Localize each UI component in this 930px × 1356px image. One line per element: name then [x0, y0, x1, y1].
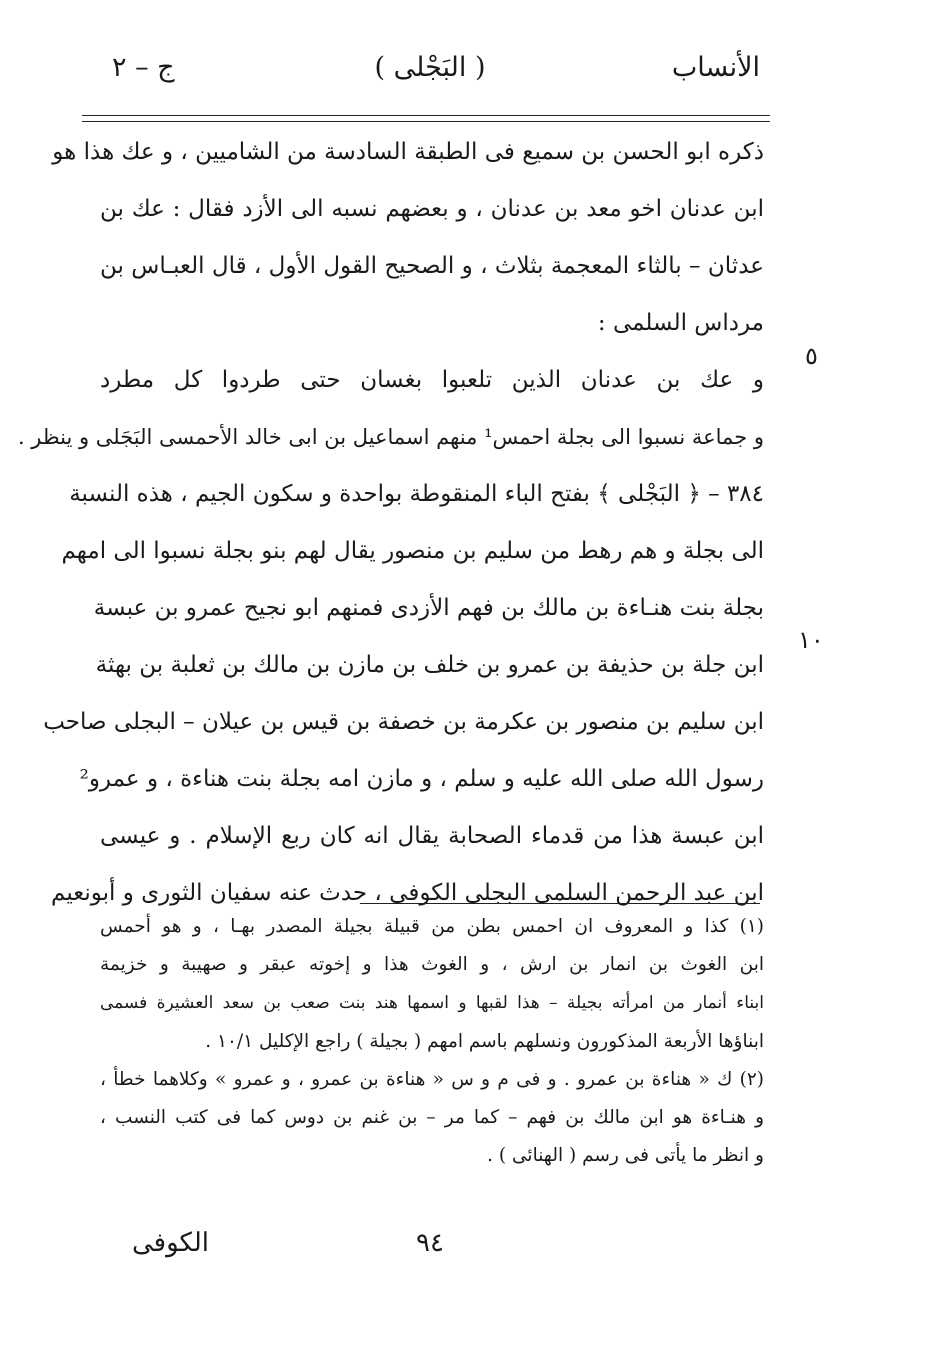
book-title: الأنساب	[671, 52, 760, 83]
main-text	[17, 124, 764, 922]
entry-title: ( البَجْلى )	[374, 52, 486, 83]
text-line: ابن جلة بن حذيفة بن عمرو بن خلف بن مازن بن مالك بن ثعلبة بن بهثة	[95, 652, 764, 678]
text-line: عدثان – بالثاء المعجمة بثلاث ، و الصحيح القول الأول ، قال العبـاس بن	[100, 253, 764, 279]
footnote-line: و انظر ما يأتى فى رسم ( الهنائى ) .	[487, 1145, 764, 1167]
text-line: الى بجلة و هم رهط من سليم بن منصور يقال لهم بنو بجلة نسبوا الى امهم	[61, 538, 764, 564]
text-line: ذكره ابو الحسن بن سميع فى الطبقة السادسة من الشاميين ، و عك هذا هو	[52, 139, 764, 165]
footnote-line: ابن الغوث بن انمار بن ارش ، و الغوث هذا و إخوته عبقر و صهيبة و خزيمة	[100, 954, 764, 976]
footnote-rule	[360, 903, 760, 904]
text-line: رسول الله صلى الله عليه و سلم ، و مازن امه بجلة بنت هناءة ، و عمرو²	[79, 766, 764, 792]
catchword: الكوفى	[132, 1228, 210, 1258]
header-rule-bottom	[82, 121, 770, 122]
text-line: مرداس السلمى :	[597, 310, 764, 336]
footnote-line: و هنـاءة هو ابن مالك بن فهم – كما مر – بن غنم بن دوس كما فى كتب النسب ،	[100, 1106, 764, 1128]
text-line: ابن عبد الرحمن السلمى البجلى الكوفى ، حدث عنه سفيان الثورى و أبونعيم	[51, 880, 764, 906]
footnote-line: (١) كذا و المعروف ان احمس بطن من قبيلة بجيلة المصدر بهـا ، و هو أحمس	[100, 916, 764, 937]
footnote-line: ابناؤها الأربعة المذكورون ونسلهم باسم امهم ( بجيلة ) راجع الإكليل ١٠/١ .	[205, 1030, 764, 1052]
entry-heading-line: ٣٨٤ – ﴿ البَجْلى ﴾ بفتح الباء المنقوطة بواحدة و سكون الجيم ، هذه النسبة	[69, 481, 764, 507]
header-rule-top	[82, 115, 770, 116]
poem-verse: و عك بن عدنان الذين تلعبوا بغسان حتى طردوا كل مطرد	[100, 367, 764, 393]
page-number: ٩٤	[416, 1228, 444, 1258]
footnotes	[100, 908, 764, 1175]
text-line: ابن عدنان اخو معد بن عدنان ، و بعضهم نسبه الى الأزد فقال : عك بن	[100, 196, 764, 222]
page-footer	[100, 1228, 760, 1268]
text-line: ابن عبسة هذا من قدماء الصحابة يقال انه كان ربع الإسلام . و عيسى	[100, 823, 764, 849]
line-number-5: ٥	[805, 342, 818, 370]
volume-label: ج – ٢	[112, 52, 175, 83]
line-number-10: ١٠	[798, 626, 824, 654]
running-header	[100, 52, 760, 96]
footnote-line: (٢) ك « هناءة بن عمرو . و فى م و س « هناءة بن عمرو ، و عمرو » وكلاهما خطأ ،	[100, 1068, 764, 1090]
footnote-line: ابناء أنمار من امرأته بجيلة – هذا لقبها و اسمها هند بنت صعب بن سعد العشيرة فسمى	[100, 993, 764, 1014]
text-line: و جماعة نسبوا الى بجلة احمس¹ منهم اسماعيل بن ابى خالد الأحمسى البَجَلى و ينظر .	[17, 425, 764, 449]
text-line: ابن سليم بن منصور بن عكرمة بن خصفة بن قيس بن عيلان – البجلى صاحب	[43, 709, 764, 735]
text-line: بجلة بنت هنـاءة بن مالك بن فهم الأزدى فمنهم ابو نجيح عمرو بن عبسة	[93, 595, 764, 621]
